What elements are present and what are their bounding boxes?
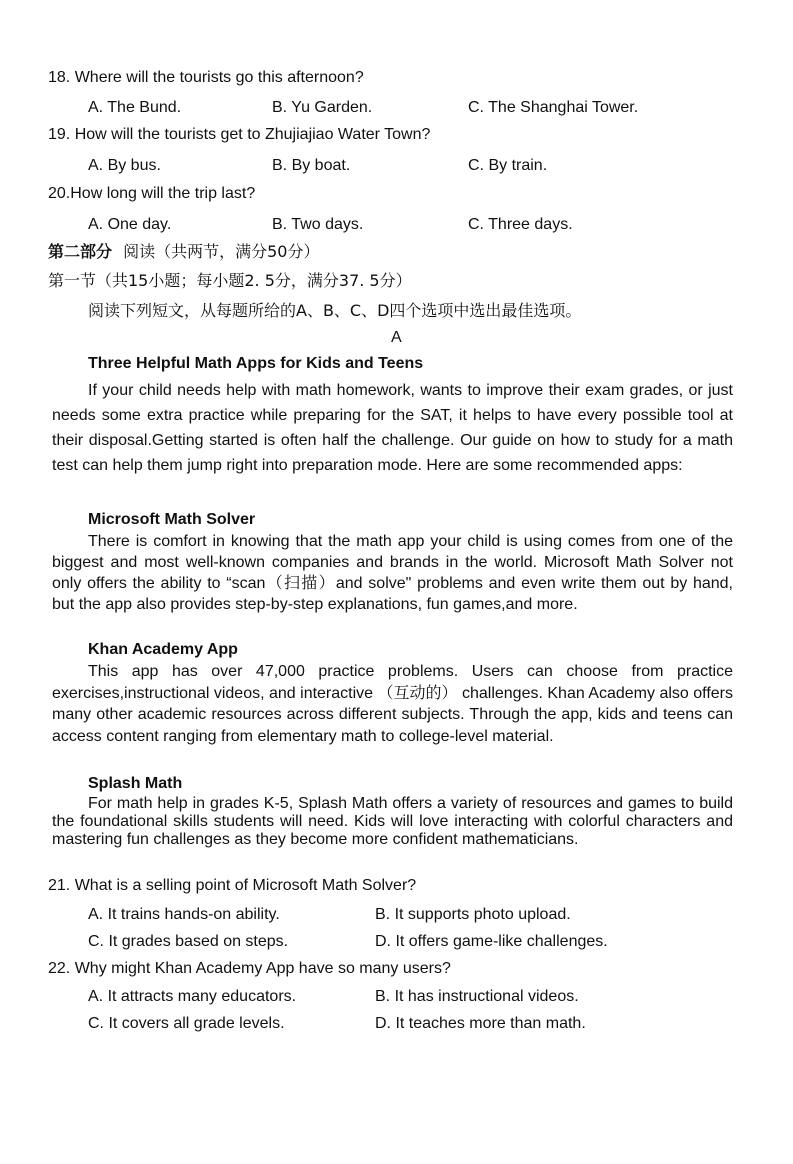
app-name-khan-academy: Khan Academy App [88, 641, 238, 658]
app-description-khan [52, 661, 733, 747]
question-19-option-b: B. By boat. [272, 157, 351, 174]
reading-instruction: 阅读下列短文，从每题所给的A、B、C、D四个选项中选出最佳选项。 [88, 301, 582, 320]
question-22-stem: 22. Why might Khan Academy App have so many users? [48, 960, 451, 977]
app-description-splash [52, 795, 733, 849]
app-description-microsoft-text: There is comfort in knowing that the math app your child is using comes from one of the biggest and most well-known companies and brands in the world. Microsoft Math Solver not only offers the ability to “scan（扫描）and solve" problems and even write them out by hand, but the app also provides step-by-step explanations, fun games,and more. [52, 533, 733, 613]
app-description-microsoft [52, 531, 733, 615]
question-22-option-a: A. It attracts many educators. [88, 988, 297, 1005]
question-21-option-a: A. It trains hands-on ability. [88, 906, 280, 923]
question-19-option-c: C. By train. [468, 157, 548, 174]
question-22-option-b: B. It has instructional videos. [375, 988, 579, 1005]
question-20-stem: 20.How long will the trip last? [48, 185, 256, 202]
part2-heading-rest: 阅读（共两节，满分50分） [123, 242, 320, 261]
question-18-option-a: A. The Bund. [88, 99, 182, 116]
passage-intro [52, 378, 733, 478]
section1-heading: 第一节（共15小题；每小题2. 5分，满分37. 5分） [48, 271, 412, 290]
question-19-stem: 19. How will the tourists get to Zhujiajiao Water Town? [48, 126, 431, 143]
question-18-option-b: B. Yu Garden. [272, 99, 373, 116]
question-20-option-a: A. One day. [88, 216, 172, 233]
passage-letter: A [391, 329, 402, 346]
question-22-option-d: D. It teaches more than math. [375, 1015, 586, 1032]
question-18-stem: 18. Where will the tourists go this afternoon? [48, 69, 364, 86]
app-name-microsoft-math-solver: Microsoft Math Solver [88, 511, 256, 528]
part2-heading [48, 242, 319, 262]
question-22-option-c: C. It covers all grade levels. [88, 1015, 285, 1032]
part2-heading-bold: 第二部分 [48, 242, 113, 261]
question-21-option-d: D. It offers game-like challenges. [375, 933, 608, 950]
passage-title: Three Helpful Math Apps for Kids and Teens [88, 355, 424, 372]
question-19-option-a: A. By bus. [88, 157, 161, 174]
question-18-option-c: C. The Shanghai Tower. [468, 99, 639, 116]
app-description-khan-text: This app has over 47,000 practice problems. Users can choose from practice exercises,instructional videos, and interactive （互动的） challenges. Khan Academy also offers many other academic resources across different subjects. Through the app, kids and teens can access content ranging from elementary math to college-level material. [52, 663, 733, 745]
question-21-option-c: C. It grades based on steps. [88, 933, 289, 950]
passage-intro-text: If your child needs help with math homework, wants to improve their exam grades, or just needs some extra practice while preparing for the SAT, it helps to have every possible tool at their disposal.Getting started is often half the challenge. Our guide on how to study for a math test can help them jump right into preparation mode. Here are some recommended apps: [52, 382, 733, 474]
question-20-option-b: B. Two days. [272, 216, 364, 233]
app-description-splash-text: For math help in grades K-5, Splash Math offers a variety of resources and games to build the foundational skills students will need. Kids will love interacting with colorful characters and mastering fun challenges as they become more confident mathematicians. [52, 795, 733, 848]
question-20-option-c: C. Three days. [468, 216, 573, 233]
question-21-option-b: B. It supports photo upload. [375, 906, 571, 923]
question-21-stem: 21. What is a selling point of Microsoft Math Solver? [48, 877, 417, 894]
app-name-splash-math: Splash Math [88, 775, 183, 792]
